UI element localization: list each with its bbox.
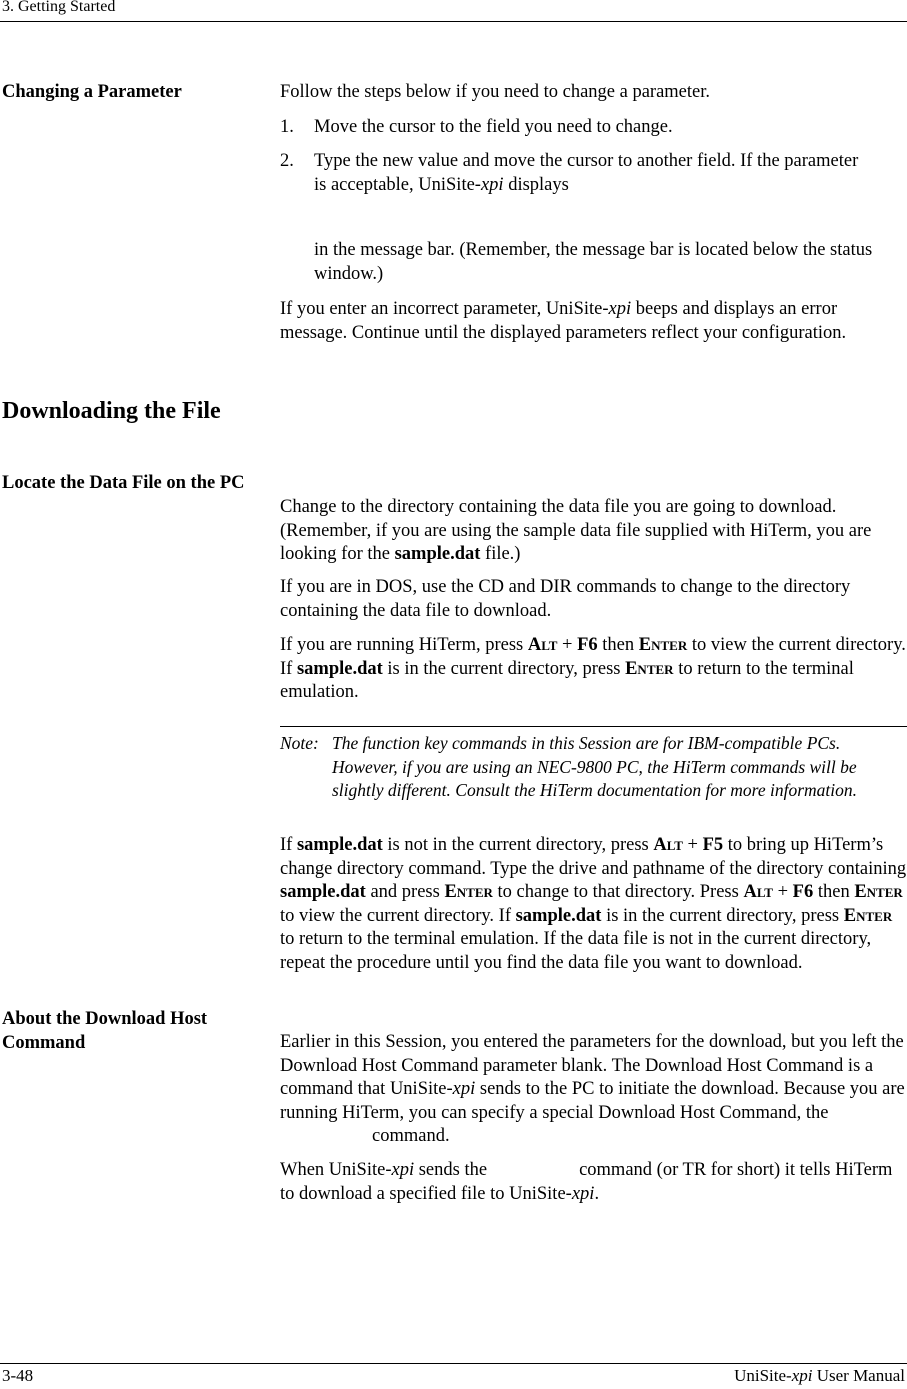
bold-text: sample.dat — [280, 882, 366, 902]
text: Move the cursor to the field you need to change. — [314, 117, 673, 137]
header-rule — [0, 21, 907, 22]
paragraph — [280, 576, 860, 623]
text: file.) — [480, 544, 521, 564]
text: If you are running HiTerm, press — [280, 635, 528, 655]
key-name: Enter — [854, 882, 903, 902]
italic-text: xpi — [452, 1079, 476, 1099]
text: then — [813, 882, 855, 902]
text: Type the new value and move the cursor to another field. If the parameter is acceptable, UniSite- — [314, 151, 859, 195]
paragraph — [280, 834, 907, 975]
text: to return to the terminal emulation. If the data file is not in the current directory, repeat the procedure until you find the data file you want to download. — [280, 929, 872, 973]
page-number: 3-48 — [2, 1366, 34, 1385]
section-heading-downloading: Downloading the File — [2, 398, 221, 424]
section-heading-changing: Changing a Parameter — [2, 82, 182, 102]
note — [280, 732, 907, 803]
running-header: 3. Getting Started — [2, 0, 116, 15]
key-name: Enter — [843, 905, 893, 926]
text: When UniSite- — [280, 1160, 392, 1180]
paragraph — [280, 1159, 907, 1206]
step-2 — [280, 150, 874, 197]
text: to return to the terminal emulation. — [280, 658, 854, 702]
text: is in the current directory, press — [382, 658, 626, 679]
italic-text: xpi — [480, 174, 504, 195]
text: Follow the steps below if you need to change a parameter. — [280, 82, 710, 102]
text: displays — [503, 174, 569, 195]
text: to view the current directory. If — [280, 635, 906, 679]
step-number: 1. — [280, 117, 294, 137]
key-name: Enter — [444, 882, 493, 902]
step-2-continued — [314, 239, 907, 286]
text: If you enter an incorrect parameter, UniSite- — [280, 299, 609, 319]
paragraph — [280, 81, 907, 105]
text: If — [280, 835, 297, 855]
text: then — [597, 635, 639, 655]
italic-text: xpi — [391, 1160, 415, 1180]
manual-title-italic: xpi — [791, 1366, 813, 1385]
text: . — [594, 1183, 600, 1204]
manual-title — [734, 1366, 905, 1386]
text: beeps and displays an error message. Continue until the displayed parameters reflect your configuration. — [280, 299, 847, 343]
paragraph — [280, 496, 880, 567]
text: + — [557, 635, 578, 655]
text: is in the current directory, press — [601, 905, 844, 926]
bold-text: sample.dat — [515, 905, 602, 926]
text: If you are in DOS, use the CD and DIR commands to change to the directory containing the data file to download. — [280, 577, 851, 621]
bold-text: sample.dat — [296, 835, 383, 855]
text: command. — [372, 1126, 450, 1146]
bold-text: F6 — [792, 882, 814, 902]
italic-text: xpi — [608, 299, 632, 319]
bold-text: sample.dat — [296, 658, 383, 679]
step-number: 2. — [280, 151, 294, 171]
paragraph — [280, 1031, 907, 1149]
text: to bring up HiTerm’s change directory command. Type the drive and pathname of the directory containing — [280, 835, 907, 879]
text: to view the current directory. If — [280, 905, 516, 926]
manual-title-suffix: User Manual — [812, 1366, 905, 1385]
text: is not in the current directory, press — [382, 835, 654, 855]
section-heading-locate: Locate the Data File on the PC — [2, 473, 245, 493]
section-heading-about: About the Download Host Command — [2, 1009, 208, 1053]
paragraph — [280, 298, 880, 345]
key-name: Alt — [653, 835, 683, 855]
text: sends to the PC to initiate the download. Because you are running HiTerm, you can specify a special Download Host Command, the — [280, 1079, 905, 1123]
text: and press — [365, 882, 445, 902]
text: to change to that directory. Press — [492, 882, 744, 902]
note-label: Note: — [280, 733, 319, 753]
manual-title-prefix: UniSite- — [734, 1366, 792, 1385]
step-text — [314, 117, 673, 137]
note-text: The function key commands in this Session are for IBM-compatible PCs. However, if you are using an NEC-9800 PC, the HiTerm commands will be slightly different. Consult the HiTerm documentation for more information. — [332, 733, 857, 800]
bold-text: F5 — [702, 835, 724, 855]
text: + — [772, 882, 793, 902]
italic-text: xpi — [571, 1183, 595, 1204]
text: command (or TR for short) it tells HiTerm to download a specified file to UniSite- — [280, 1160, 893, 1204]
key-name: Alt — [743, 882, 773, 902]
key-name: Enter — [625, 658, 674, 679]
key-name: Alt — [527, 635, 558, 655]
text: sends the — [414, 1160, 488, 1180]
paragraph — [280, 634, 907, 705]
footer-rule — [0, 1363, 907, 1364]
text: in the message bar. (Remember, the message bar is located below the status window.) — [314, 240, 873, 284]
step-text — [314, 151, 858, 195]
text: Earlier in this Session, you entered the parameters for the download, but you left the Download Host Command parameter blank. The Download Host Command is a command that UniSite- — [280, 1032, 904, 1099]
note-rule — [280, 726, 907, 727]
bold-text: sample.dat — [394, 544, 481, 564]
text: Change to the directory containing the data file you are going to download. (Remember, if you are using the sample data file supplied with HiTerm, you are looking for the — [280, 497, 872, 564]
text: + — [682, 835, 703, 855]
key-name: Enter — [638, 635, 688, 655]
bold-text: F6 — [577, 635, 598, 655]
step-1 — [280, 116, 907, 140]
